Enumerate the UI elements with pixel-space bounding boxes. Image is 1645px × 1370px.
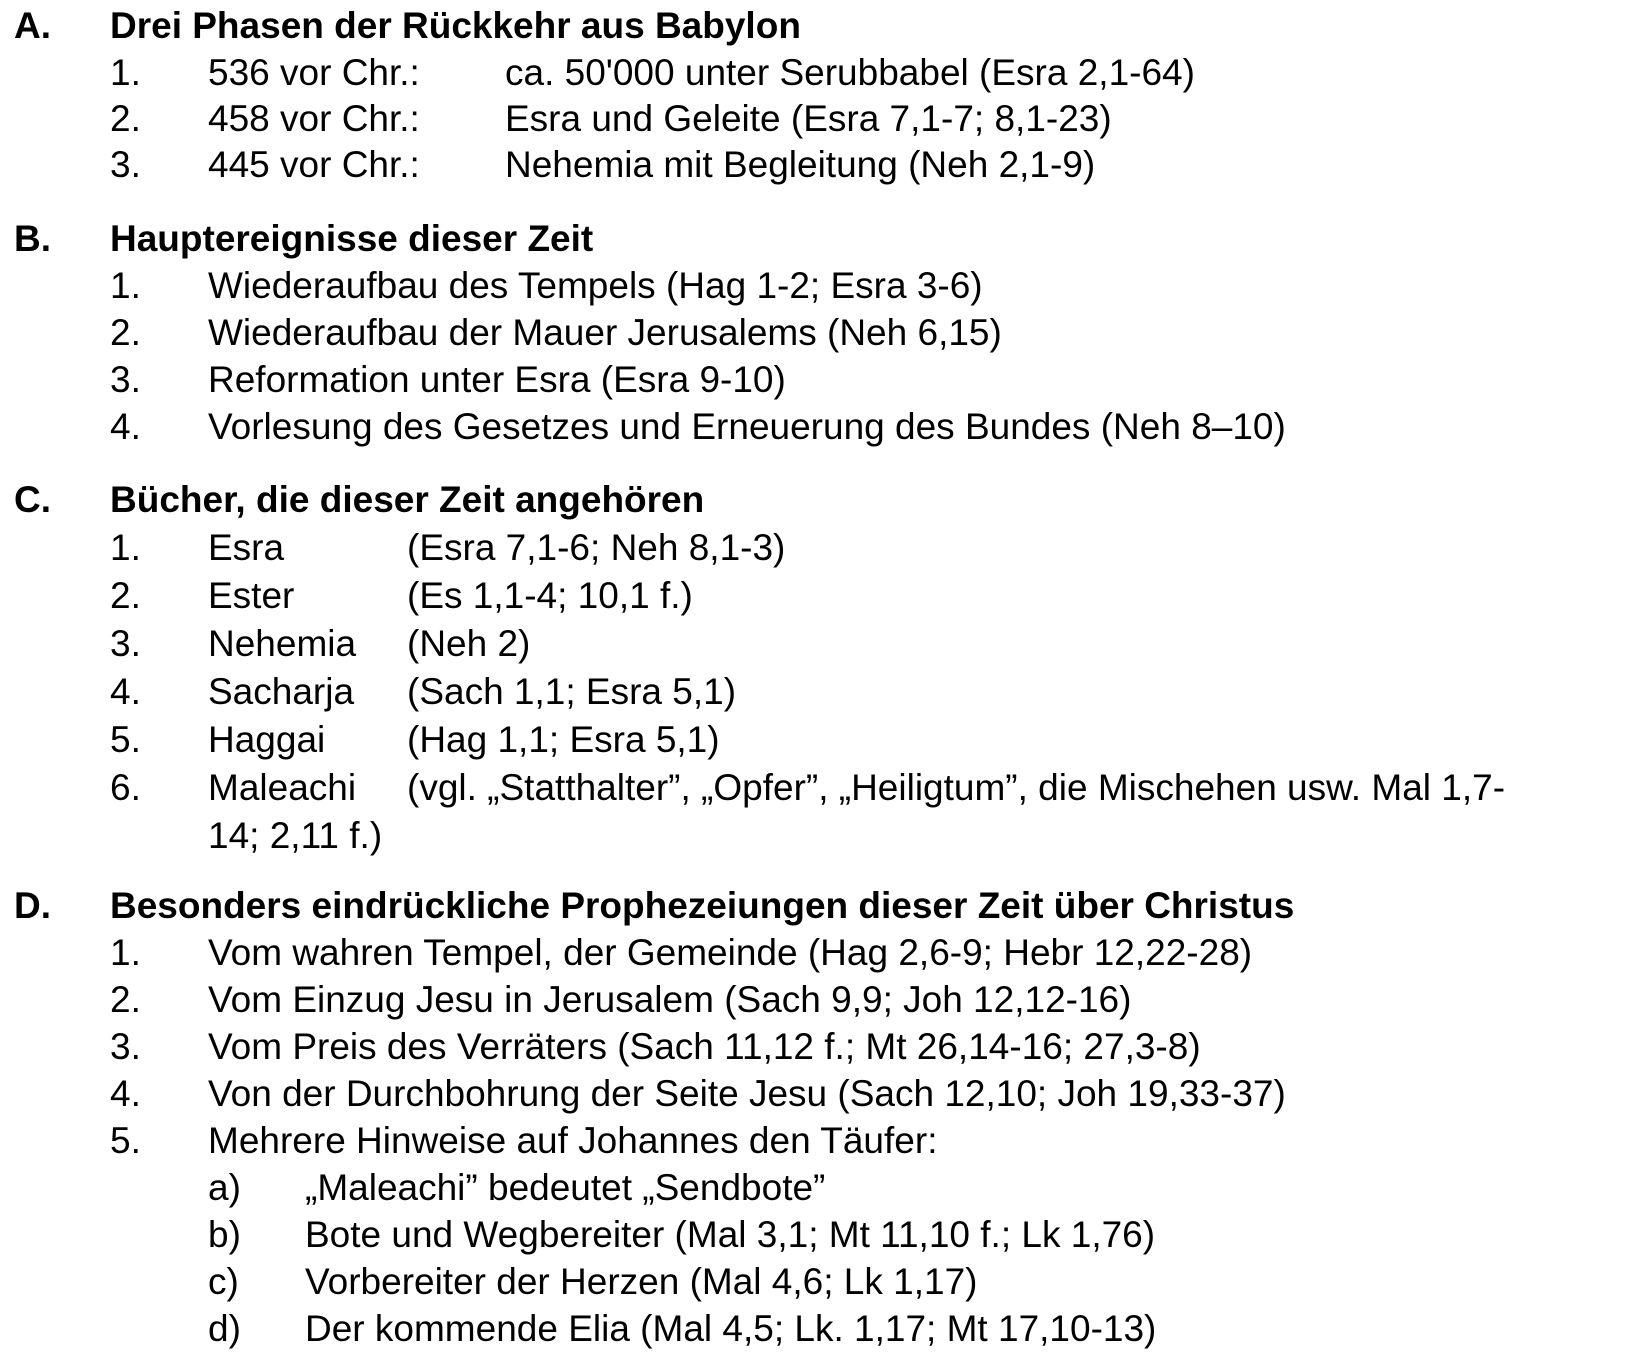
book-reference: (Esra 7,1-6; Neh 8,1-3) [407,527,786,568]
book-reference-continuation: 14; 2,11 f.) [208,815,383,856]
section-letter: D. [14,885,51,926]
item-number: 1. [110,527,141,568]
list-item-continuation [0,812,1645,860]
item-text: Vom Einzug Jesu in Jerusalem (Sach 9,9; Joh 12,12-16) [208,979,1132,1020]
list-item [0,262,1645,310]
section-title: Drei Phasen der Rückkehr aus Babylon [110,5,801,46]
book-name: Ester [208,575,295,616]
sub-list-item [0,1211,1645,1259]
sub-item-text: „Maleachi” bedeutet „Sendbote” [305,1167,826,1208]
book-reference: (Neh 2) [407,623,531,664]
item-number: 6. [110,767,141,808]
item-text: Mehrere Hinweise auf Johannes den Täufer: [208,1120,938,1161]
section-b-heading [0,215,1645,263]
list-item [0,668,1645,716]
list-item [0,620,1645,668]
list-item [0,572,1645,620]
sub-item-text: Der kommende Elia (Mal 4,5; Lk. 1,17; Mt 17,10-13) [305,1308,1157,1349]
item-number: 4. [110,406,141,447]
book-name: Haggai [208,719,326,760]
phase-description: Esra und Geleite (Esra 7,1-7; 8,1-23) [505,98,1112,139]
section-c-heading [0,476,1645,524]
book-reference: (Hag 1,1; Esra 5,1) [407,719,720,760]
sub-item-label: d) [208,1308,241,1349]
item-number: 4. [110,671,141,712]
sub-item-text: Vorbereiter der Herzen (Mal 4,6; Lk 1,17) [305,1261,978,1302]
list-item [0,356,1645,404]
list-item [0,1070,1645,1118]
item-number: 1. [110,265,141,306]
book-reference: (Sach 1,1; Esra 5,1) [407,671,737,712]
item-number: 4. [110,1073,141,1114]
item-number: 3. [110,1026,141,1067]
phase-date: 536 vor Chr.: [208,52,420,93]
item-number: 2. [110,312,141,353]
item-text: Vorlesung des Gesetzes und Erneuerung des Bundes (Neh 8–10) [208,406,1286,447]
sub-item-label: c) [208,1261,239,1302]
item-number: 2. [110,98,141,139]
list-item [0,976,1645,1024]
section-d-heading [0,882,1645,930]
section-a-heading [0,2,1645,50]
sub-item-label: a) [208,1167,241,1208]
list-item [0,1117,1645,1165]
list-item [0,403,1645,451]
list-item [0,524,1645,572]
item-number: 3. [110,623,141,664]
item-text: Von der Durchbohrung der Seite Jesu (Sach 12,10; Joh 19,33-37) [208,1073,1286,1114]
book-name: Maleachi [208,767,357,808]
section-letter: B. [14,218,51,259]
book-name: Sacharja [208,671,355,712]
item-number: 1. [110,932,141,973]
list-item [0,929,1645,977]
item-number: 5. [110,719,141,760]
item-text: Reformation unter Esra (Esra 9-10) [208,359,786,400]
item-number: 3. [110,144,141,185]
sub-list-item [0,1305,1645,1353]
book-name: Nehemia [208,623,357,664]
phase-date: 445 vor Chr.: [208,144,420,185]
list-item [0,1023,1645,1071]
section-title: Bücher, die dieser Zeit angehören [110,479,705,520]
phase-description: Nehemia mit Begleitung (Neh 2,1-9) [505,144,1096,185]
list-item [0,141,1645,189]
section-letter: A. [14,5,51,46]
item-number: 3. [110,359,141,400]
list-item [0,764,1645,812]
list-item [0,49,1645,97]
sub-item-label: b) [208,1214,241,1255]
item-text: Vom wahren Tempel, der Gemeinde (Hag 2,6-9; Hebr 12,22-28) [208,932,1253,973]
item-number: 2. [110,979,141,1020]
section-letter: C. [14,479,51,520]
section-title: Hauptereignisse dieser Zeit [110,218,594,259]
section-title: Besonders eindrückliche Prophezeiungen dieser Zeit über Christus [110,885,1295,926]
book-reference: (vgl. „Statthalter”, „Opfer”, „Heiligtum”, die Mischehen usw. Mal 1,7- [407,767,1506,808]
book-reference: (Es 1,1-4; 10,1 f.) [407,575,693,616]
item-text: Wiederaufbau des Tempels (Hag 1-2; Esra 3-6) [208,265,983,306]
list-item [0,309,1645,357]
sub-item-text: Bote und Wegbereiter (Mal 3,1; Mt 11,10 f.; Lk 1,76) [305,1214,1156,1255]
list-item [0,716,1645,764]
sub-list-item [0,1258,1645,1306]
item-number: 5. [110,1120,141,1161]
book-name: Esra [208,527,285,568]
item-number: 2. [110,575,141,616]
phase-date: 458 vor Chr.: [208,98,420,139]
sub-list-item [0,1164,1645,1212]
phase-description: ca. 50'000 unter Serubbabel (Esra 2,1-64) [505,52,1195,93]
item-number: 1. [110,52,141,93]
item-text: Wiederaufbau der Mauer Jerusalems (Neh 6,15) [208,312,1002,353]
list-item [0,95,1645,143]
item-text: Vom Preis des Verräters (Sach 11,12 f.; Mt 26,14-16; 27,3-8) [208,1026,1201,1067]
